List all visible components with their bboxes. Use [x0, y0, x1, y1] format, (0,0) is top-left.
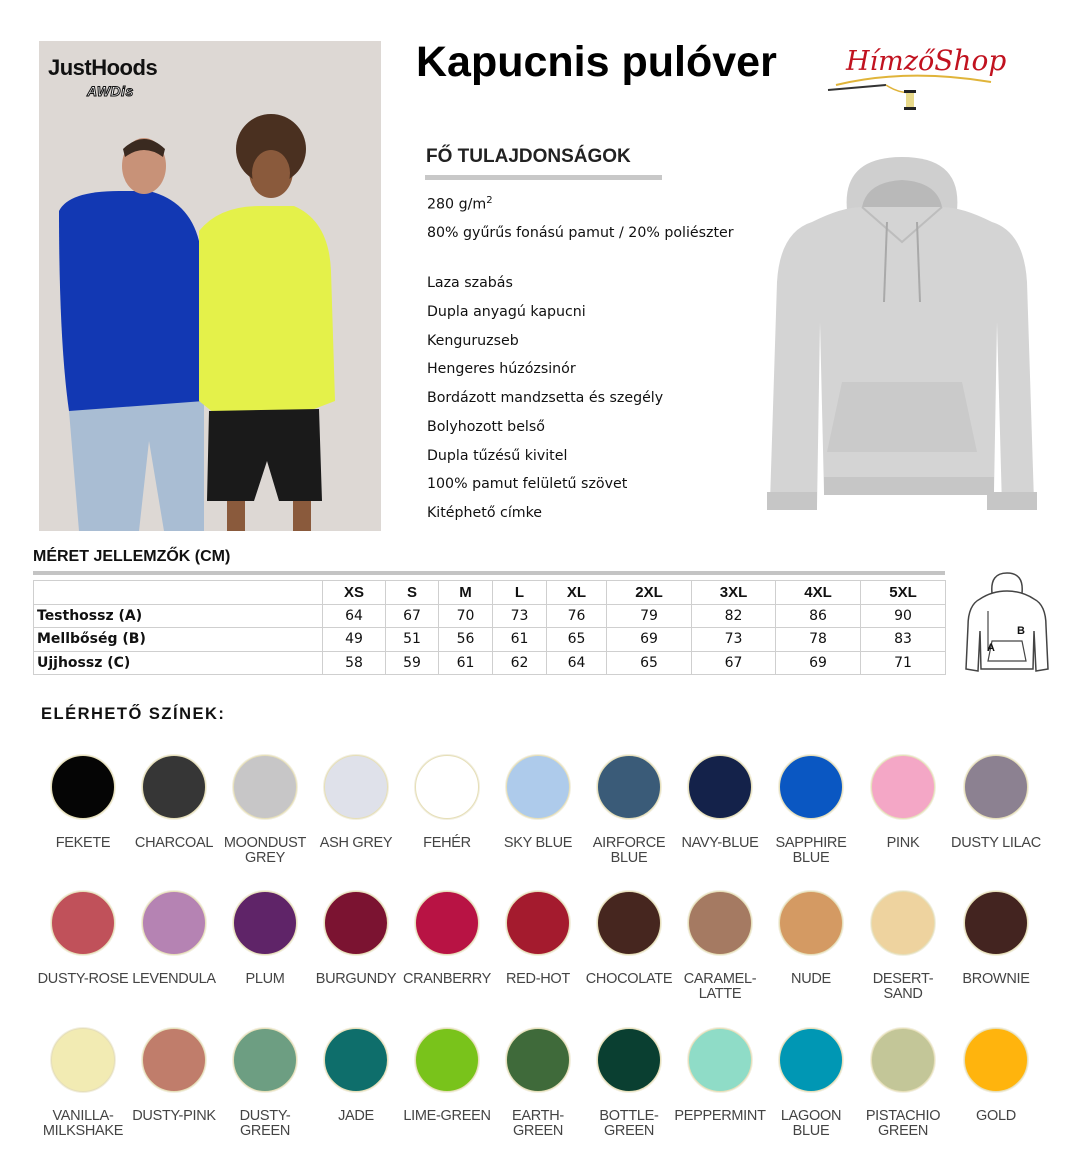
color-swatch-label: FEHÉR — [423, 835, 471, 851]
measurement-diagram — [962, 571, 1052, 679]
color-swatch — [324, 1028, 388, 1092]
color-swatch — [506, 755, 570, 819]
color-swatch — [142, 1028, 206, 1092]
color-swatch — [597, 1028, 661, 1092]
table-header-row — [34, 581, 946, 605]
color-swatch — [964, 891, 1028, 955]
table-cell: 64 — [547, 651, 607, 675]
color-swatch — [51, 891, 115, 955]
table-cell: 67 — [692, 651, 776, 675]
feature-item: Kenguruzseb — [427, 333, 519, 349]
color-swatch — [597, 755, 661, 819]
table-cell: 62 — [493, 651, 547, 675]
color-swatch — [779, 891, 843, 955]
color-swatch-label: FEKETE — [55, 835, 111, 851]
color-swatch — [324, 891, 388, 955]
color-swatch — [324, 755, 388, 819]
row-label: Testhossz (A) — [34, 604, 323, 628]
color-swatch — [233, 1028, 297, 1092]
color-swatch — [415, 755, 479, 819]
color-swatch — [688, 755, 752, 819]
feature-item: Hengeres húzózsinór — [427, 361, 576, 377]
color-swatch-label: CRANBERRY — [402, 971, 492, 987]
size-header: 3XL — [692, 581, 776, 605]
color-swatch — [415, 1028, 479, 1092]
color-swatch-label: BOTTLE- GREEN — [599, 1108, 659, 1139]
color-swatch-label: DUSTY-ROSE — [37, 971, 129, 987]
size-header: M — [439, 581, 493, 605]
color-swatch — [688, 891, 752, 955]
color-swatch — [779, 1028, 843, 1092]
table-cell: 73 — [692, 628, 776, 652]
table-cell: 65 — [547, 628, 607, 652]
table-cell: 78 — [776, 628, 861, 652]
size-divider — [33, 571, 945, 575]
table-cell: 51 — [386, 628, 439, 652]
feature-item: Dupla anyagú kapucni — [427, 304, 586, 320]
color-swatch — [51, 1028, 115, 1092]
color-swatch-label: SKY BLUE — [503, 835, 573, 851]
material-property: 80% gyűrűs fonású pamut / 20% poliészter — [427, 225, 734, 241]
color-swatch-label: DUSTY-PINK — [132, 1108, 216, 1124]
brand-sub-logo: AWDis — [87, 83, 134, 99]
color-swatch-label: DUSTY LILAC — [951, 835, 1041, 851]
header-empty-cell — [34, 581, 323, 605]
color-swatch-label: PINK — [886, 835, 920, 851]
table-row — [34, 628, 946, 652]
table-cell: 58 — [323, 651, 386, 675]
table-cell: 56 — [439, 628, 493, 652]
table-row — [34, 604, 946, 628]
logo-text-shop: Shop — [934, 44, 1007, 77]
color-swatch-label: PEPPERMINT — [674, 1108, 766, 1124]
size-heading: MÉRET JELLEMZŐK (CM) — [33, 548, 231, 565]
table-cell: 69 — [607, 628, 692, 652]
color-swatch — [142, 891, 206, 955]
feature-item: Bordázott mandzsetta és szegély — [427, 390, 664, 406]
color-swatch-label: RED-HOT — [506, 971, 570, 987]
table-cell: 69 — [776, 651, 861, 675]
color-swatch — [415, 891, 479, 955]
color-swatch-label: CHARCOAL — [134, 835, 214, 851]
table-cell: 70 — [439, 604, 493, 628]
table-cell: 71 — [861, 651, 946, 675]
table-cell: 79 — [607, 604, 692, 628]
size-header: 4XL — [776, 581, 861, 605]
table-cell: 65 — [607, 651, 692, 675]
color-swatch — [506, 1028, 570, 1092]
size-header: XS — [323, 581, 386, 605]
table-cell: 49 — [323, 628, 386, 652]
color-swatch-label: CHOCOLATE — [585, 971, 673, 987]
weight-value: 280 g/m — [427, 196, 487, 213]
diagram-label-a: A — [987, 642, 995, 654]
color-swatch-label: LIME-GREEN — [403, 1108, 491, 1124]
weight-superscript: 2 — [486, 195, 493, 206]
color-swatch-label: PISTACHIO GREEN — [865, 1108, 941, 1139]
size-table — [33, 580, 946, 675]
color-swatch-label: GOLD — [976, 1108, 1016, 1124]
grey-hoodie-image — [762, 152, 1042, 517]
logo-text-himzo: Hímző — [846, 46, 935, 77]
diagram-label-b: B — [1017, 625, 1025, 637]
properties-divider — [425, 175, 662, 180]
color-swatch — [688, 1028, 752, 1092]
row-label: Mellbőség (B) — [34, 628, 323, 652]
color-swatch-label: JADE — [338, 1108, 374, 1124]
color-swatch-label: NUDE — [791, 971, 831, 987]
color-swatch — [51, 755, 115, 819]
color-swatch — [597, 891, 661, 955]
feature-item: Dupla tűzésű kivitel — [427, 448, 568, 464]
color-swatch-label: DESERT- SAND — [872, 971, 934, 1002]
brand-logo: JustHoods — [48, 55, 158, 80]
table-cell: 86 — [776, 604, 861, 628]
size-header: S — [386, 581, 439, 605]
color-swatch-label: NAVY-BLUE — [681, 835, 759, 851]
size-header: XL — [547, 581, 607, 605]
color-swatch-label: BROWNIE — [962, 971, 1030, 987]
color-swatch — [506, 891, 570, 955]
table-cell: 61 — [439, 651, 493, 675]
color-swatch — [233, 891, 297, 955]
size-header: 2XL — [607, 581, 692, 605]
color-swatch-label: SAPPHIRE BLUE — [775, 835, 847, 866]
size-header: 5XL — [861, 581, 946, 605]
table-cell: 82 — [692, 604, 776, 628]
model-photo — [39, 41, 381, 531]
table-cell: 83 — [861, 628, 946, 652]
color-swatch-label: CARAMEL- LATTE — [683, 971, 757, 1002]
table-cell: 76 — [547, 604, 607, 628]
color-swatch — [964, 755, 1028, 819]
himzoshop-logo — [826, 40, 1007, 115]
feature-item: Bolyhozott belső — [427, 419, 545, 435]
models-illustration — [39, 41, 381, 531]
table-cell: 59 — [386, 651, 439, 675]
feature-item: Kitéphető címke — [427, 505, 543, 521]
color-swatch — [871, 755, 935, 819]
color-swatch-label: MOONDUST GREY — [223, 835, 307, 866]
weight-property — [427, 195, 493, 213]
size-header: L — [493, 581, 547, 605]
page-title: Kapucnis pulóver — [416, 38, 777, 86]
color-swatch-label: LEVENDULA — [132, 971, 216, 987]
color-swatch — [233, 755, 297, 819]
color-swatch-label: BURGUNDY — [315, 971, 397, 987]
colors-heading: ELÉRHETŐ SZÍNEK: — [41, 705, 226, 723]
color-swatch-label: AIRFORCE BLUE — [592, 835, 666, 866]
table-cell: 64 — [323, 604, 386, 628]
table-row — [34, 651, 946, 675]
color-swatch — [142, 755, 206, 819]
color-swatch — [964, 1028, 1028, 1092]
properties-heading: FŐ TULAJDONSÁGOK — [426, 146, 631, 167]
color-swatch — [871, 891, 935, 955]
color-swatch — [779, 755, 843, 819]
color-swatch-label: PLUM — [245, 971, 285, 987]
color-swatch-label: LAGOON BLUE — [780, 1108, 842, 1139]
table-cell: 90 — [861, 604, 946, 628]
feature-item: 100% pamut felületű szövet — [427, 476, 628, 492]
feature-item: Laza szabás — [427, 275, 513, 291]
color-swatch-label: DUSTY- GREEN — [239, 1108, 291, 1139]
table-cell: 73 — [493, 604, 547, 628]
table-cell: 61 — [493, 628, 547, 652]
color-swatch — [871, 1028, 935, 1092]
color-swatch-label: EARTH- GREEN — [512, 1108, 564, 1139]
color-swatch-label: ASH GREY — [319, 835, 393, 851]
row-label: Ujjhossz (C) — [34, 651, 323, 675]
table-cell: 67 — [386, 604, 439, 628]
color-swatch-label: VANILLA- MILKSHAKE — [42, 1108, 124, 1139]
